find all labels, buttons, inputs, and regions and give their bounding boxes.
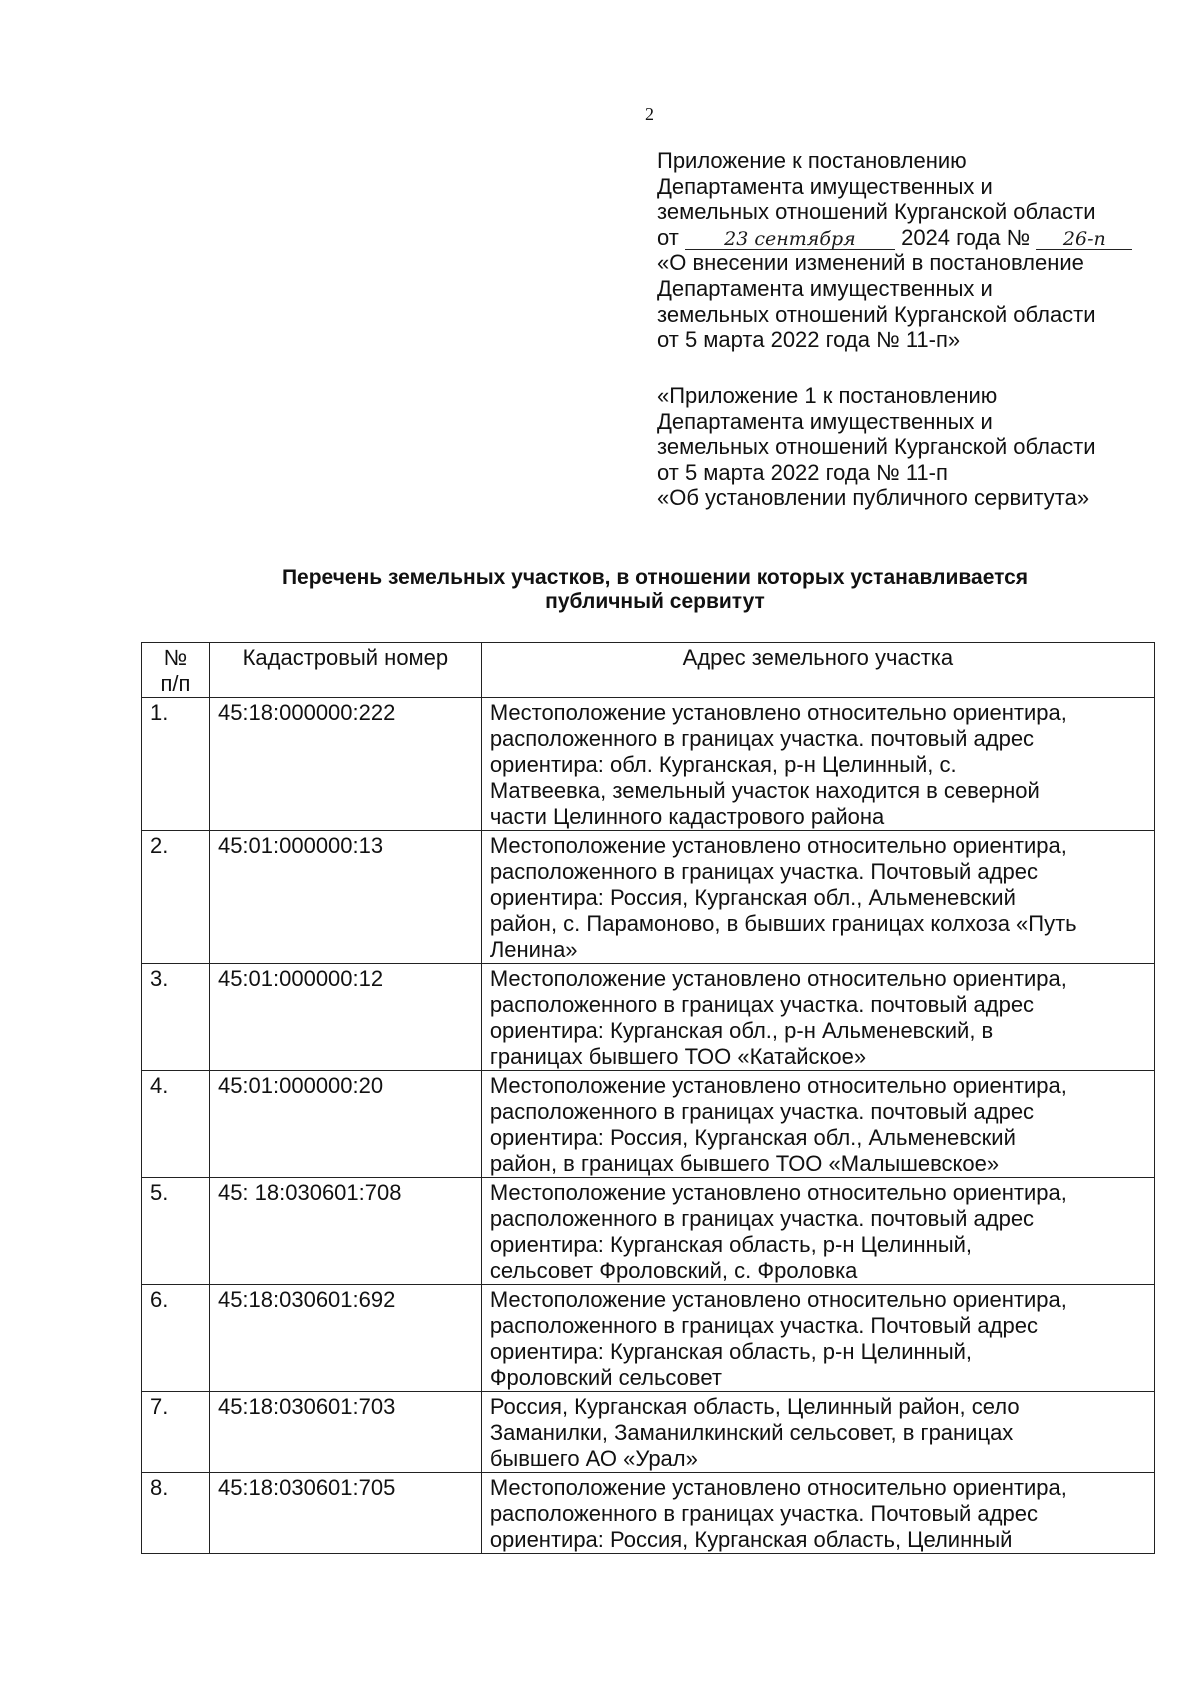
header-line: «О внесении изменений в постановление bbox=[657, 250, 1084, 276]
appendix-line: земельных отношений Курганской области bbox=[657, 434, 1096, 460]
header-num bbox=[142, 643, 210, 698]
handwritten-date: 23 сентября bbox=[685, 229, 895, 250]
row-num: 6. bbox=[142, 1285, 210, 1392]
page-number: 2 bbox=[645, 104, 654, 124]
header-line: Департамента имущественных и bbox=[657, 173, 993, 199]
resolution-header bbox=[657, 148, 1177, 353]
table-row bbox=[142, 964, 1155, 1071]
address-line: ориентира: Россия, Курганская обл., Альменевский bbox=[489, 885, 1016, 910]
address-line: Ленина» bbox=[489, 937, 578, 962]
header-address: Адрес земельного участка bbox=[481, 643, 1154, 698]
table-row bbox=[142, 1071, 1155, 1178]
cadastral-number: 45:01:000000:20 bbox=[209, 1071, 481, 1178]
address-line: Заманилки, Заманилкинский сельсовет, в границах bbox=[489, 1420, 1014, 1445]
address-cell bbox=[481, 831, 1154, 964]
table-row bbox=[142, 1178, 1155, 1285]
from-prefix: от bbox=[657, 224, 679, 250]
address-line: расположенного в границах участка. почтовый адрес bbox=[489, 1099, 1035, 1124]
cadastral-number: 45: 18:030601:708 bbox=[209, 1178, 481, 1285]
header-num-label: п/п bbox=[160, 671, 191, 696]
address-line: расположенного в границах участка. Почтовый адрес bbox=[489, 1501, 1038, 1526]
address-line: Россия, Курганская область, Целинный район, село bbox=[489, 1394, 1020, 1419]
cadastral-number: 45:18:030601:703 bbox=[209, 1392, 481, 1473]
table-row bbox=[142, 1473, 1155, 1554]
address-cell bbox=[481, 1473, 1154, 1554]
row-num: 1. bbox=[142, 698, 210, 831]
row-num: 2. bbox=[142, 831, 210, 964]
address-line: Местоположение установлено относительно ориентира, bbox=[489, 1287, 1067, 1312]
address-line: Местоположение установлено относительно ориентира, bbox=[489, 966, 1067, 991]
header-line: земельных отношений Курганской области bbox=[657, 199, 1096, 225]
address-line: ориентира: Россия, Курганская обл., Альменевский bbox=[489, 1125, 1016, 1150]
header-num-symbol: № bbox=[163, 645, 188, 670]
address-line: бывшего АО «Урал» bbox=[489, 1446, 698, 1471]
address-line: расположенного в границах участка. Почтовый адрес bbox=[489, 1313, 1038, 1338]
address-cell bbox=[481, 1178, 1154, 1285]
address-line: ориентира: Курганская обл., р-н Альменевский, в bbox=[489, 1018, 994, 1043]
address-line: ориентира: Курганская область, р-н Целинный, bbox=[489, 1232, 973, 1257]
address-line: Местоположение установлено относительно ориентира, bbox=[489, 1180, 1067, 1205]
address-line: части Целинного кадастрового района bbox=[489, 804, 885, 829]
header-line: от 5 марта 2022 года № 11-п» bbox=[657, 327, 961, 353]
table-header-row bbox=[142, 643, 1155, 698]
table-row bbox=[142, 831, 1155, 964]
handwritten-number: 26-п bbox=[1036, 229, 1132, 250]
appendix-line: «Об установлении публичного сервитута» bbox=[657, 485, 1090, 511]
header-line: Департамента имущественных и bbox=[657, 275, 993, 301]
address-cell bbox=[481, 1071, 1154, 1178]
address-line: ориентира: Курганская область, р-н Целинный, bbox=[489, 1339, 973, 1364]
address-line: ориентира: Россия, Курганская область, Целинный bbox=[489, 1527, 1013, 1552]
address-line: район, в границах бывшего ТОО «Малышевское» bbox=[489, 1151, 1000, 1176]
header-cadastral: Кадастровый номер bbox=[209, 643, 481, 698]
table-row bbox=[142, 1285, 1155, 1392]
address-line: границах бывшего ТОО «Катайское» bbox=[489, 1044, 867, 1069]
appendix-line: от 5 марта 2022 года № 11-п bbox=[657, 459, 948, 485]
row-num: 7. bbox=[142, 1392, 210, 1473]
row-num: 5. bbox=[142, 1178, 210, 1285]
address-cell bbox=[481, 964, 1154, 1071]
address-cell bbox=[481, 698, 1154, 831]
address-line: Местоположение установлено относительно ориентира, bbox=[489, 700, 1067, 725]
header-line: Приложение к постановлению bbox=[657, 148, 967, 173]
address-line: Местоположение установлено относительно ориентира, bbox=[489, 833, 1067, 858]
address-line: район, с. Парамоново, в бывших границах колхоза «Путь bbox=[489, 911, 1077, 936]
header-date-line bbox=[657, 225, 1177, 251]
address-line: расположенного в границах участка. почтовый адрес bbox=[489, 992, 1035, 1017]
address-line: расположенного в границах участка. почтовый адрес bbox=[489, 1206, 1035, 1231]
row-num: 3. bbox=[142, 964, 210, 1071]
appendix-line: Департамента имущественных и bbox=[657, 408, 993, 434]
address-line: расположенного в границах участка. Почтовый адрес bbox=[489, 859, 1038, 884]
address-line: Фроловский сельсовет bbox=[489, 1365, 722, 1390]
appendix-header bbox=[657, 383, 1177, 511]
table-row bbox=[142, 1392, 1155, 1473]
address-line: сельсовет Фроловский, с. Фроловка bbox=[489, 1258, 858, 1283]
cadastral-number: 45:18:030601:692 bbox=[209, 1285, 481, 1392]
year-text: 2024 года № bbox=[901, 224, 1031, 250]
document-title bbox=[140, 566, 1170, 614]
address-line: ориентира: обл. Курганская, р-н Целинный, с. bbox=[489, 752, 957, 777]
address-line: Матвеевка, земельный участок находится в северной bbox=[489, 778, 1040, 803]
parcels-table bbox=[141, 642, 1155, 1554]
cadastral-number: 45:01:000000:13 bbox=[209, 831, 481, 964]
title-line: Перечень земельных участков, в отношении которых устанавливается bbox=[281, 566, 1029, 589]
title-line: публичный сервитут bbox=[545, 590, 765, 613]
row-num: 4. bbox=[142, 1071, 210, 1178]
address-line: Местоположение установлено относительно ориентира, bbox=[489, 1073, 1067, 1098]
address-line: Местоположение установлено относительно ориентира, bbox=[489, 1475, 1067, 1500]
address-cell bbox=[481, 1392, 1154, 1473]
cadastral-number: 45:18:000000:222 bbox=[209, 698, 481, 831]
cadastral-number: 45:01:000000:12 bbox=[209, 964, 481, 1071]
appendix-line: «Приложение 1 к постановлению bbox=[657, 383, 998, 408]
header-line: земельных отношений Курганской области bbox=[657, 301, 1096, 327]
address-line: расположенного в границах участка. почтовый адрес bbox=[489, 726, 1035, 751]
table-row bbox=[142, 698, 1155, 831]
address-cell bbox=[481, 1285, 1154, 1392]
cadastral-number: 45:18:030601:705 bbox=[209, 1473, 481, 1554]
row-num: 8. bbox=[142, 1473, 210, 1554]
